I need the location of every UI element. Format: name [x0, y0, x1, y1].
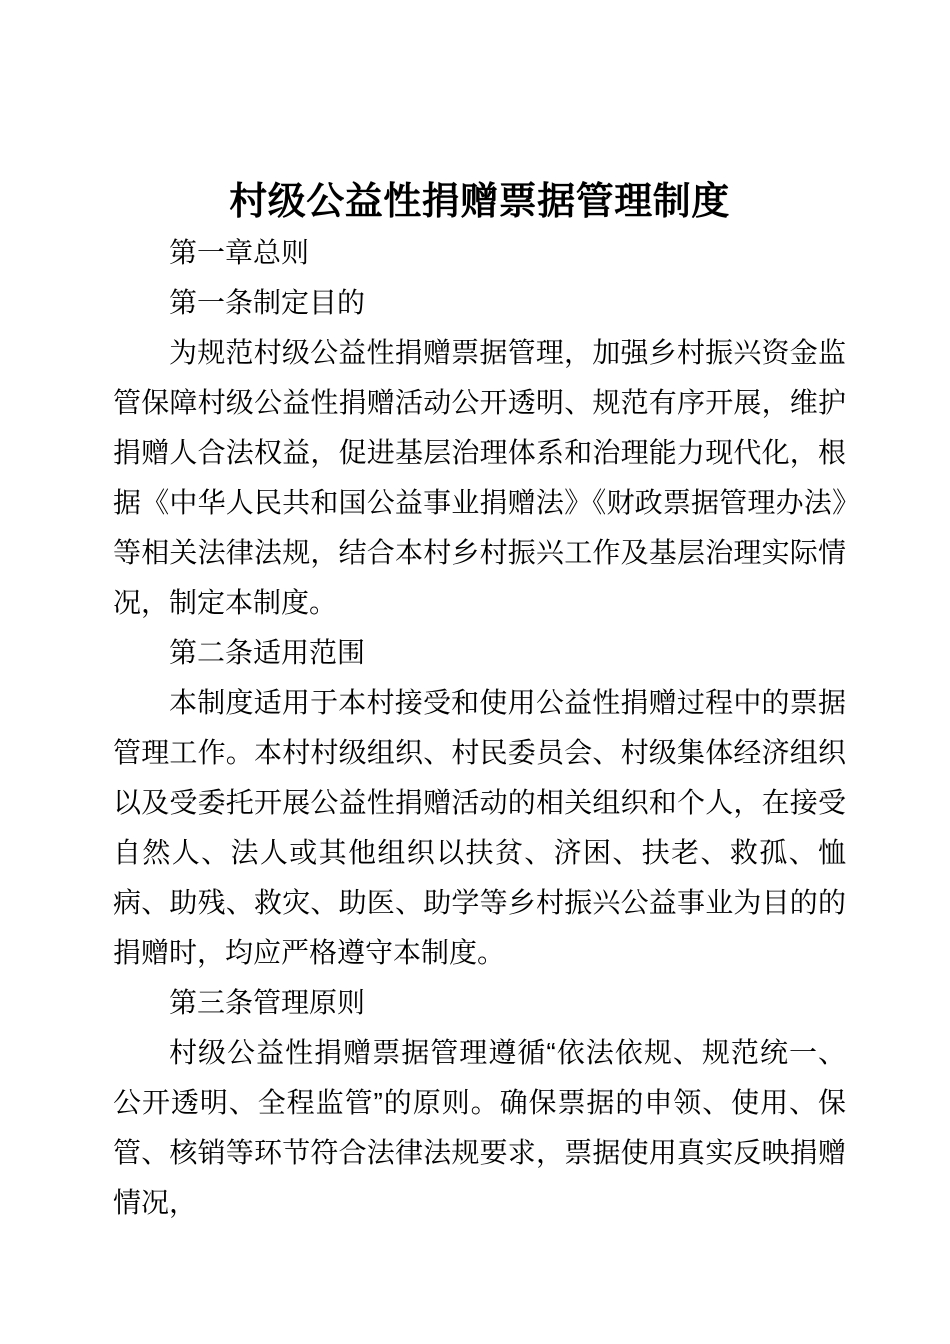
document-title: 村级公益性捐赠票据管理制度 — [229, 181, 730, 223]
paragraph: 本制度适用于本村接受和使用公益性捐赠过程中的票据管理工作。本村村级组织、村民委员会、村级集体经济组织以及受委托开展公益性捐赠活动的相关组织和个人，在接受自然人、法人或其他组织以扶贫、济困、扶老、救孤、恤病、助残、救灾、助医、助学等乡村振兴公益事业为目的的捐赠时，均应严格遵守本制度。 — [113, 687, 846, 968]
paragraph: 第二条适用范围 — [169, 637, 366, 668]
paragraph: 第一条制定目的 — [169, 287, 366, 318]
paragraph: 为规范村级公益性捐赠票据管理，加强乡村振兴资金监管保障村级公益性捐赠活动公开透明、规范有序开展，维护捐赠人合法权益，促进基层治理体系和治理能力现代化，根据《中华人民共和国公益事业捐赠法》《财政票据管理办法》等相关法律法规，结合本村乡村振兴工作及基层治理实际情况，制定本制度。 — [113, 337, 846, 618]
paragraph: 村级公益性捐赠票据管理遵循“依法依规、规范统一、公开透明、全程监管”的原则。确保票据的申领、使用、保管、核销等环节符合法律法规要求，票据使用真实反映捐赠情况， — [113, 1037, 846, 1218]
paragraph: 第三条管理原则 — [169, 987, 366, 1018]
paragraph: 第一章总则 — [169, 237, 310, 268]
document-body — [113, 228, 846, 1228]
